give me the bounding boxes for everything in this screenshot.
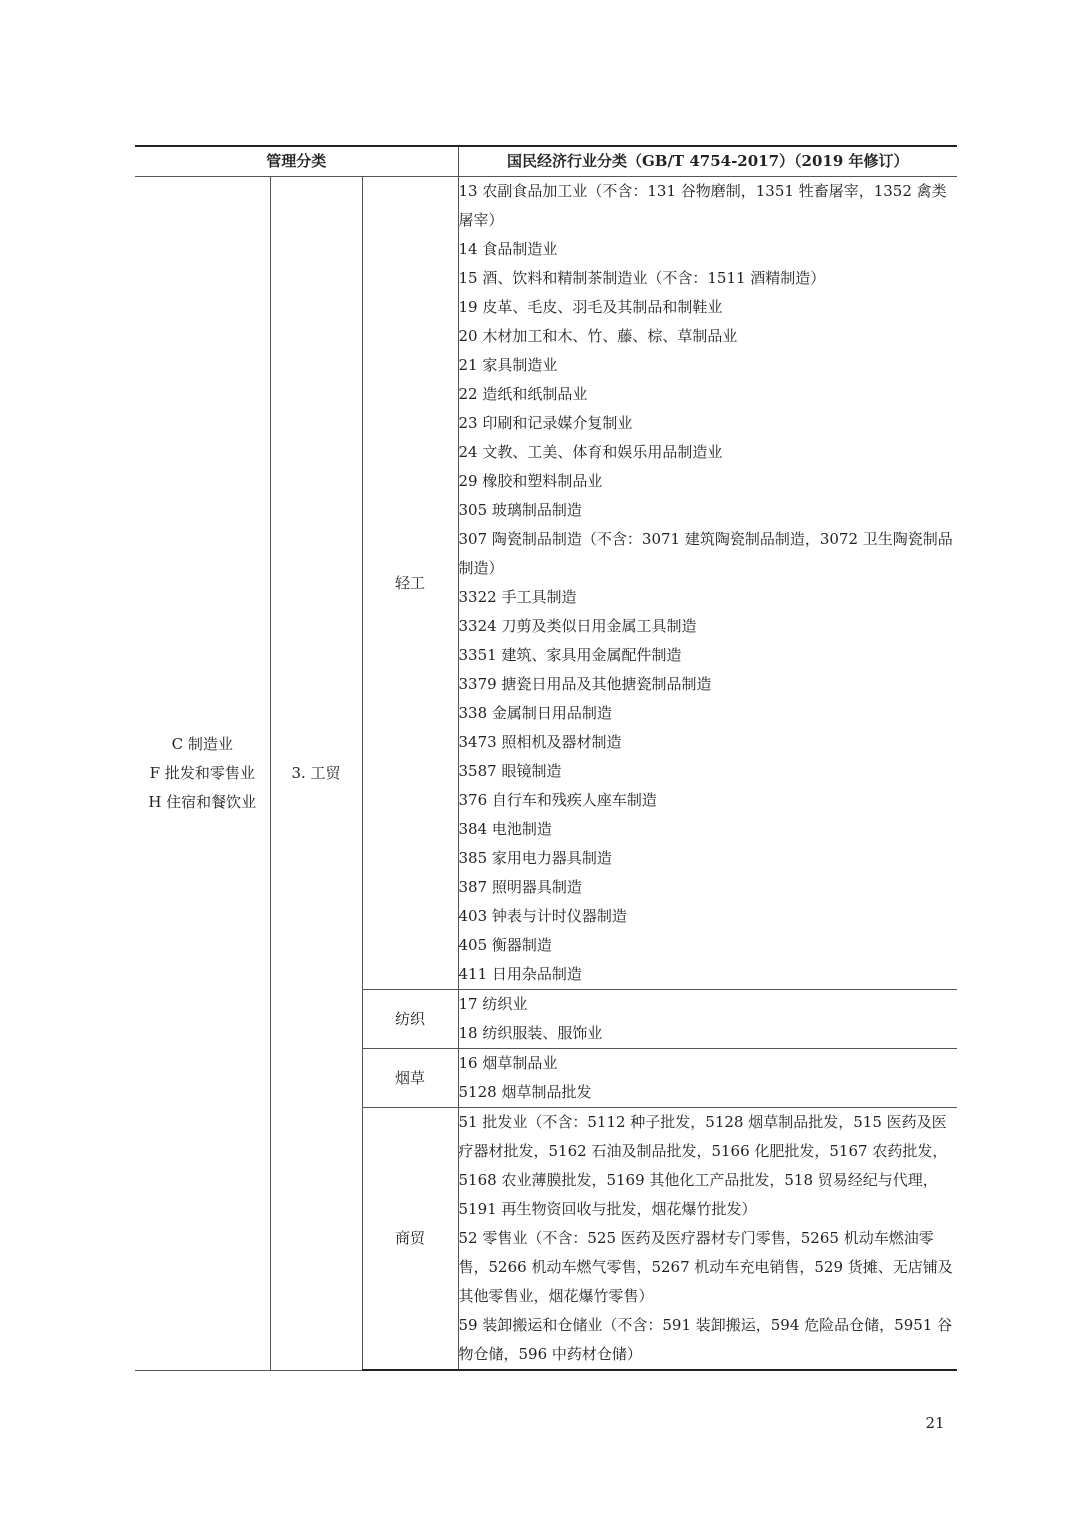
section-items [458,177,957,990]
list-item: 3351 建筑、家具用金属配件制造 [458,646,682,664]
list-item: 24 文教、工美、体育和娱乐用品制造业 [458,443,723,461]
industry-line: H 住宿和餐饮业 [148,792,257,811]
list-item: 3473 照相机及器材制造 [458,733,622,751]
list-item: 338 金属制日用品制造 [458,704,612,722]
list-item: 3587 眼镜制造 [458,762,562,780]
section-items [458,1049,957,1108]
list-item: 52 零售业（不含：525 医药及医疗器材专门零售，5265 机动车燃油零售，5266 机动车燃气零售，5267 机动车充电销售，529 货摊、无店铺及其他零售业，烟花爆竹零售） [458,1229,953,1305]
list-item: 21 家具制造业 [458,356,558,374]
list-item: 59 装卸搬运和仓储业（不含：591 装卸搬运，594 危险品仓储，5951 谷物仓储，596 中药材仓储） [458,1316,953,1363]
list-item: 20 木材加工和木、竹、藤、棕、草制品业 [458,327,738,345]
list-item: 403 钟表与计时仪器制造 [458,907,627,925]
list-item: 13 农副食品加工业（不含：131 谷物磨制，1351 牲畜屠宰，1352 禽类屠宰） [458,182,947,229]
list-item: 307 陶瓷制品制造（不含：3071 建筑陶瓷制品制造，3072 卫生陶瓷制品制造） [458,530,953,577]
list-item: 19 皮革、毛皮、羽毛及其制品和制鞋业 [458,298,723,316]
table-row [135,177,957,990]
section-name: 轻工 [362,177,458,990]
list-item: 3322 手工具制造 [458,588,577,606]
list-item: 23 印刷和记录媒介复制业 [458,414,633,432]
list-item: 376 自行车和残疾人座车制造 [458,791,657,809]
category-cell: 3. 工贸 [270,177,362,1371]
section-items [458,1108,957,1371]
list-item: 29 橡胶和塑料制品业 [458,472,603,490]
list-item: 22 造纸和纸制品业 [458,385,588,403]
list-item: 16 烟草制品业 [458,1054,558,1072]
list-item: 18 纺织服装、服饰业 [458,1024,603,1042]
list-item: 305 玻璃制品制造 [458,501,582,519]
list-item: 384 电池制造 [458,820,552,838]
industry-line: C 制造业 [171,734,233,753]
list-item: 387 照明器具制造 [458,878,582,896]
industry-line: F 批发和零售业 [149,763,255,782]
section-items [458,990,957,1049]
list-item: 405 衡器制造 [458,936,552,954]
list-item: 15 酒、饮料和精制茶制造业（不含：1511 酒精制造） [458,269,826,287]
list-item: 17 纺织业 [458,995,528,1013]
page-number: 21 [925,1414,945,1432]
header-management-category: 管理分类 [135,146,458,177]
list-item: 51 批发业（不含：5112 种子批发，5128 烟草制品批发，515 医药及医疗器材批发，5162 石油及制品批发，5166 化肥批发，5167 农药批发，5168 农业薄膜批发，5169 其他化工产品批发，518 贸易经纪与代理，5191 再生物资回收与批发，烟花爆竹批发） [458,1113,948,1218]
industry-cell [135,177,270,1371]
header-row [135,146,957,177]
list-item: 5128 烟草制品批发 [458,1083,592,1101]
section-name: 烟草 [362,1049,458,1108]
classification-table [135,145,957,1371]
list-item: 14 食品制造业 [458,240,558,258]
list-item: 3379 搪瓷日用品及其他搪瓷制品制造 [458,675,712,693]
list-item: 411 日用杂品制造 [458,965,582,983]
list-item: 385 家用电力器具制造 [458,849,612,867]
section-name: 商贸 [362,1108,458,1371]
list-item: 3324 刀剪及类似日用金属工具制造 [458,617,697,635]
header-national-classification: 国民经济行业分类（GB/T 4754-2017）（2019 年修订） [458,146,957,177]
section-name: 纺织 [362,990,458,1049]
